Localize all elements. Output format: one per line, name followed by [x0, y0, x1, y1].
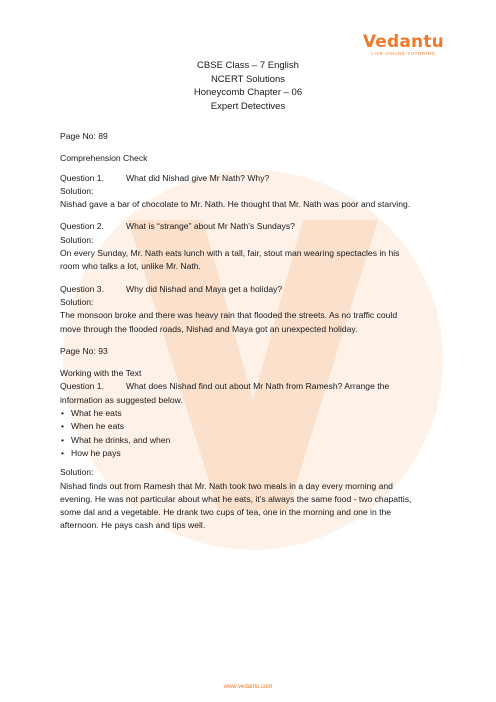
question-number: Question 3.	[60, 283, 104, 294]
working-question-1	[60, 380, 442, 393]
question-text-line-1: What does Nishad find out about Mr Nath from Ramesh? Arrange the	[126, 381, 390, 392]
page-number-93: Page No: 93	[60, 345, 108, 356]
footer-url[interactable]: www.vedantu.com	[223, 684, 273, 690]
working-answer-line-4: afternoon. He pays cash and tips well.	[60, 520, 206, 531]
header-chapter: Honeycomb Chapter – 06	[193, 87, 303, 98]
question-text: What did Nishad give Mr Nath? Why?	[126, 172, 270, 183]
question-3	[60, 283, 442, 296]
answer-2-line-2: room who talks a lot, unlike Mr. Nath.	[60, 261, 201, 272]
vedantu-logo	[363, 32, 444, 56]
header-title: Expert Detectives	[210, 100, 286, 112]
question-text-line-2: information as suggested below.	[60, 394, 183, 405]
question-number: Question 1.	[60, 172, 104, 183]
document-body	[60, 130, 442, 533]
section-heading-working: Working with the Text	[60, 368, 142, 379]
answer-3-line-2: move through the flooded roads, Nishad and Maya got an unexpected holiday.	[60, 323, 358, 334]
list-item: • What he drinks, and when	[71, 434, 442, 447]
solution-label: Solution:	[60, 296, 94, 307]
list-item: • When he eats	[71, 420, 442, 433]
question-text: Why did Nishad and Maya get a holiday?	[126, 283, 283, 294]
working-answer-line-1: Nishad finds out from Ramesh that Mr. Nath took two meals in a day every morning and	[60, 480, 393, 491]
solution-label: Solution:	[60, 467, 94, 478]
question-number: Question 2.	[60, 221, 104, 232]
answer-2-line-1: On every Sunday, Mr. Nath eats lunch with a tall, fair, stout man wearing spectacles in his	[60, 248, 400, 259]
section-heading-comprehension: Comprehension Check	[60, 153, 148, 164]
working-answer-line-3: some dal and a vegetable. He drank two cups of tea, one in the morning and one in the	[60, 507, 392, 518]
question-text: What is “strange” about Mr Nath’s Sundays?	[126, 221, 295, 232]
answer-3-line-1: The monsoon broke and there was heavy rain that flooded the streets. As no traffic could	[60, 310, 398, 321]
working-answer-line-2: evening. He was not particular about what he eats, it’s always the same food - two chapattis,	[60, 493, 412, 504]
page-number-89: Page No: 89	[60, 131, 108, 141]
question-2	[60, 220, 442, 233]
header-subject: NCERT Solutions	[210, 73, 286, 85]
question-1	[60, 172, 442, 185]
solution-label: Solution:	[60, 185, 94, 196]
answer-1: Nishad gave a bar of chocolate to Mr. Nath. He thought that Mr. Nath was poor and starving.	[60, 199, 411, 210]
document-header	[0, 59, 496, 113]
logo-brand: Vedantu	[362, 32, 444, 52]
list-item: • How he pays	[71, 447, 442, 460]
list-item: • What he eats	[71, 407, 442, 420]
logo-tagline: LIVE ONLINE TUTORING	[371, 51, 436, 56]
header-class: CBSE Class – 7 English	[197, 60, 299, 71]
question-number: Question 1.	[60, 381, 104, 392]
bullet-list	[60, 407, 442, 460]
solution-label: Solution:	[60, 234, 94, 245]
